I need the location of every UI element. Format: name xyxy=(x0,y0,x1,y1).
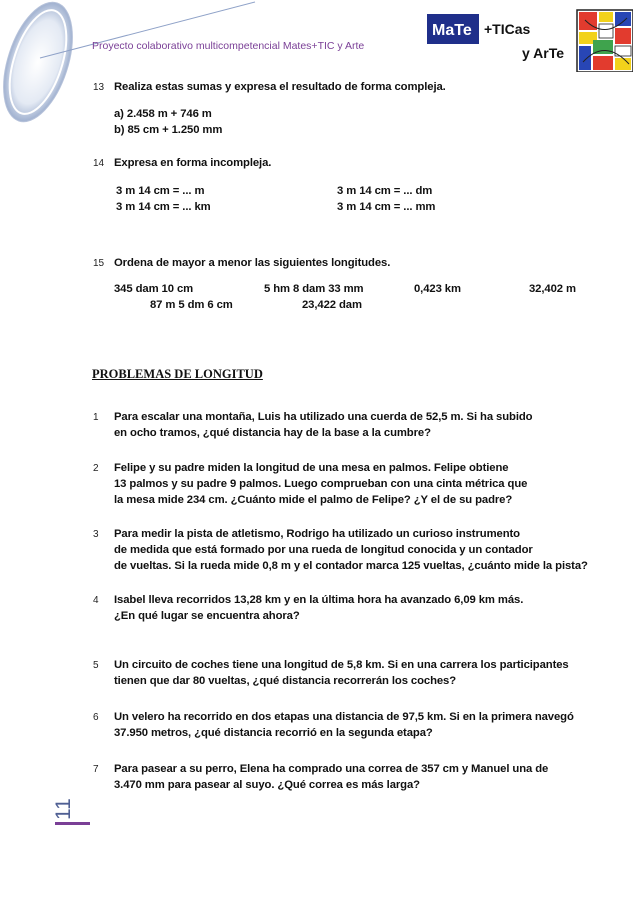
exercise-15-value-4: 32,402 m xyxy=(529,283,576,295)
problem-3-number: 3 xyxy=(93,529,99,540)
problem-4-line-2: ¿En qué lugar se encuentra ahora? xyxy=(114,610,300,622)
logo-text-mate: MaTe xyxy=(432,22,472,39)
problem-7-number: 7 xyxy=(93,764,99,775)
section-title: PROBLEMAS DE LONGITUD xyxy=(92,367,263,381)
exercise-15-value-1: 345 dam 10 cm xyxy=(114,283,194,295)
problem-1-number: 1 xyxy=(93,412,99,423)
exercise-15-value-5: 87 m 5 dm 6 cm xyxy=(150,299,233,311)
page-number-box xyxy=(52,798,75,856)
exercise-15-title: Ordena de mayor a menor las siguientes longitudes. xyxy=(114,257,391,269)
problem-5-line-1: Un circuito de coches tiene una longitud de 5,8 km. Si en una carrera los participantes xyxy=(114,659,569,671)
problem-2-line-2: 13 palmos y su padre 9 palmos. Luego comprueban con una cinta métrica que xyxy=(114,478,528,490)
problem-4-number: 4 xyxy=(93,595,99,606)
problem-3-line-1: Para medir la pista de atletismo, Rodrigo ha utilizado un curioso instrumento xyxy=(114,528,520,540)
page-number: 11 xyxy=(52,798,75,820)
header-title: Proyecto colaborativo multicompetencial Mates+TIC y Arte xyxy=(92,40,365,52)
problem-6-line-1: Un velero ha recorrido en dos etapas una distancia de 97,5 km. Si en la primera navegó xyxy=(114,711,574,723)
logo-text-arte: y ArTe xyxy=(522,45,565,61)
exercise-14-right-1: 3 m 14 cm = ... dm xyxy=(337,185,433,197)
exercise-14-left-1: 3 m 14 cm = ... m xyxy=(116,185,205,197)
exercise-14-number: 14 xyxy=(93,158,105,169)
project-logo xyxy=(427,8,633,72)
page-number-bar xyxy=(55,822,90,825)
exercise-13-number: 13 xyxy=(93,82,105,93)
exercise-14-title: Expresa en forma incompleja. xyxy=(114,157,272,169)
exercise-15-value-2: 5 hm 8 dam 33 mm xyxy=(264,283,364,295)
problem-2-number: 2 xyxy=(93,463,99,474)
problem-7-line-1: Para pasear a su perro, Elena ha comprado una correa de 357 cm y Manuel una de xyxy=(114,763,549,775)
problem-2-line-3: la mesa mide 234 cm. ¿Cuánto mide el palmo de Felipe? ¿Y el de su padre? xyxy=(114,494,513,506)
problem-1-line-1: Para escalar una montaña, Luis ha utilizado una cuerda de 52,5 m. Si ha subido xyxy=(114,411,533,423)
problem-6-line-2: 37.950 metros, ¿qué distancia recorrió en la segunda etapa? xyxy=(114,727,433,739)
exercise-15-value-6: 23,422 dam xyxy=(302,299,362,311)
problem-1-line-2: en ocho tramos, ¿qué distancia hay de la base a la cumbre? xyxy=(114,427,431,439)
exercise-13-line-b: b) 85 cm + 1.250 mm xyxy=(114,124,223,136)
problem-3-line-2: de medida que está formado por una rueda de longitud conocida y un contador xyxy=(114,544,533,556)
problem-3-line-3: de vueltas. Si la rueda mide 0,8 m y el contador marca 125 vueltas, ¿cuánto mide la pista? xyxy=(114,560,588,572)
problem-4-line-1: Isabel lleva recorridos 13,28 km y en la última hora ha avanzado 6,09 km más. xyxy=(114,594,524,606)
problem-5-line-2: tienen que dar 80 vueltas, ¿qué distancia recorrerán los coches? xyxy=(114,675,457,687)
problem-6-number: 6 xyxy=(93,712,99,723)
logo-text-ticas: +TICas xyxy=(484,21,531,37)
exercise-13-line-a: a) 2.458 m + 746 m xyxy=(114,108,212,120)
problem-5-number: 5 xyxy=(93,660,99,671)
exercise-13-title: Realiza estas sumas y expresa el resultado de forma compleja. xyxy=(114,81,446,93)
problem-7-line-2: 3.470 mm para pasear al suyo. ¿Qué correa es más larga? xyxy=(114,779,420,791)
exercise-15-number: 15 xyxy=(93,258,105,269)
exercise-14-left-2: 3 m 14 cm = ... km xyxy=(116,201,211,213)
exercise-14-right-2: 3 m 14 cm = ... mm xyxy=(337,201,436,213)
exercise-15-value-3: 0,423 km xyxy=(414,283,461,295)
problem-2-line-1: Felipe y su padre miden la longitud de una mesa en palmos. Felipe obtiene xyxy=(114,462,509,474)
